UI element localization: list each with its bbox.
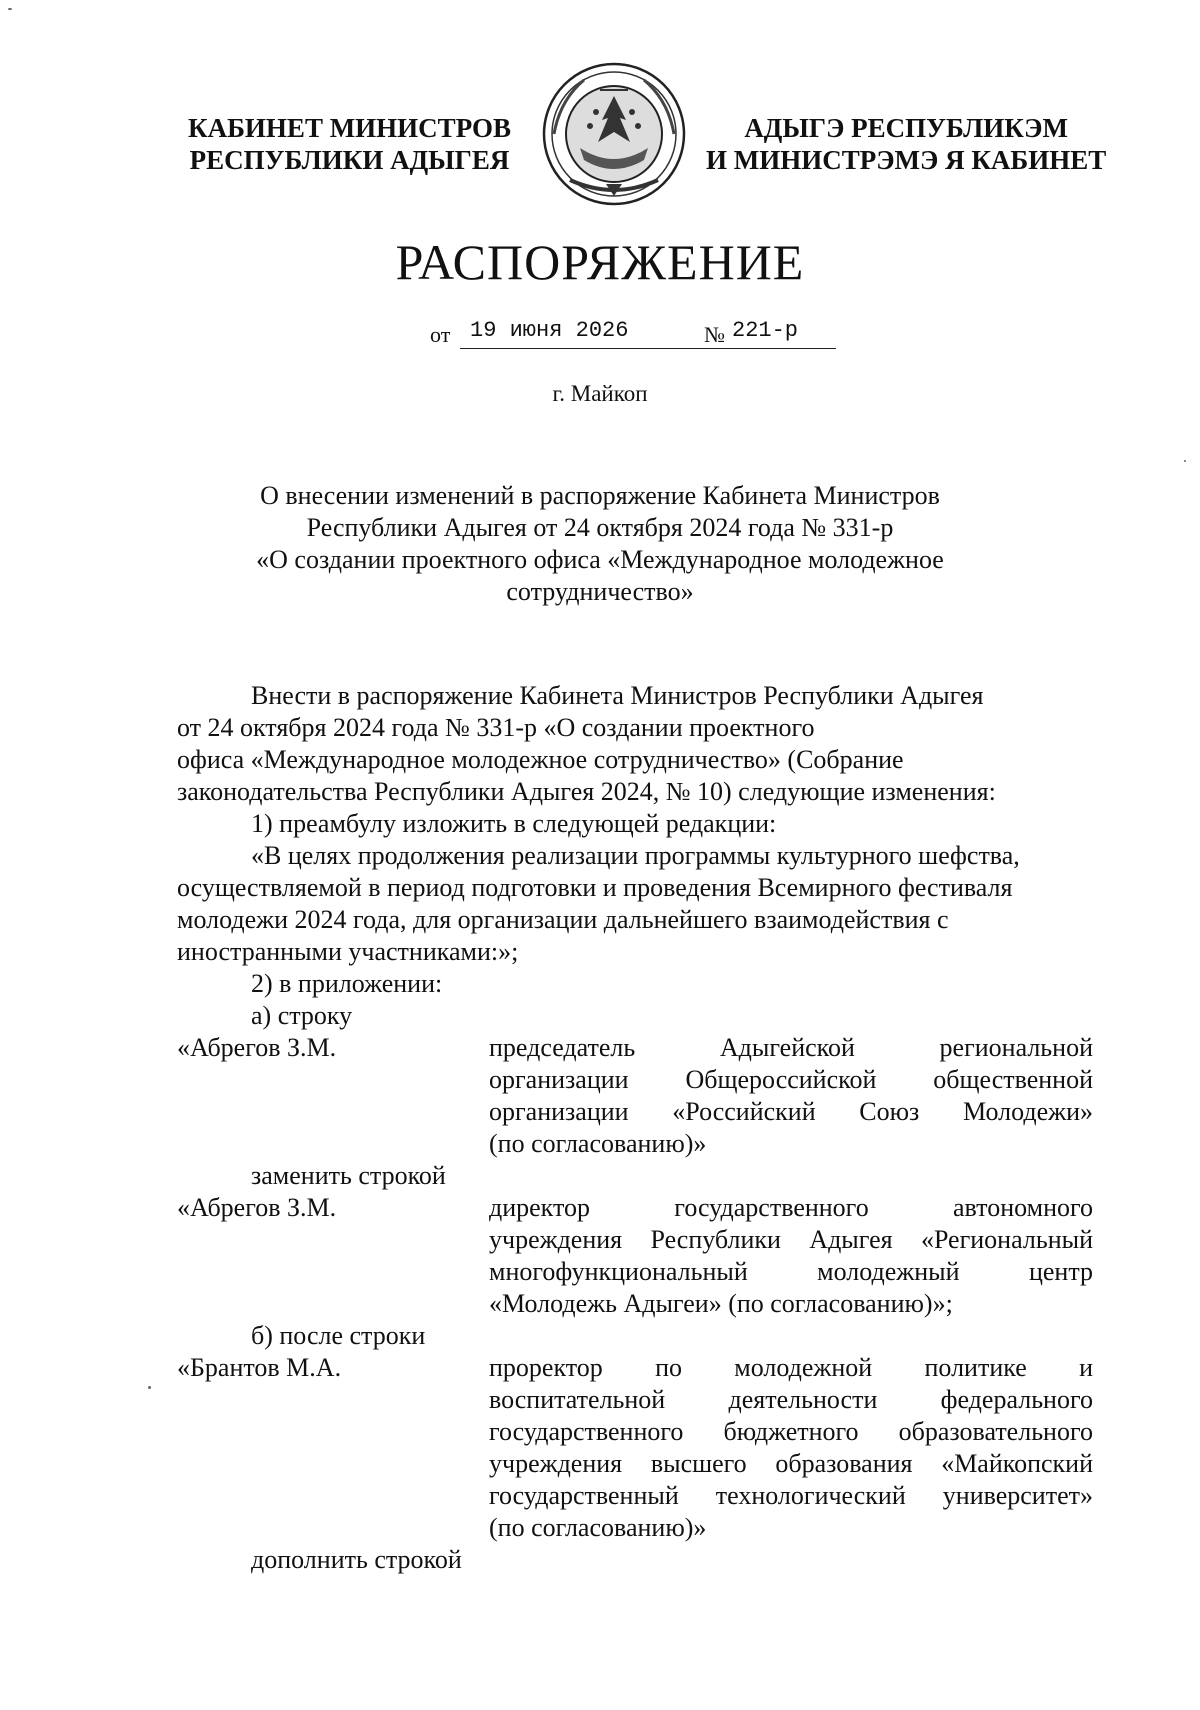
- desc-line: проректор по молодежной политике и: [489, 1353, 1093, 1382]
- desc-line: организации «Российский Союз Молодежи»: [489, 1097, 1093, 1126]
- replace-label: заменить строкой: [251, 1161, 446, 1190]
- desc-line: организации Общероссийской общественной: [489, 1065, 1093, 1094]
- subject-line: сотрудничество»: [506, 577, 694, 606]
- body-line: офиса «Международное молодежное сотрудничество» (Собрание: [177, 745, 904, 774]
- body-line: от 24 октября 2024 года № 331-р «О создании проектного: [177, 713, 815, 742]
- desc-line: директор государственного автономного: [489, 1193, 1093, 1222]
- quote-line: «В целях продолжения реализации программы культурного шефства,: [251, 841, 1020, 870]
- desc-line: учреждения Республики Адыгея «Региональный: [489, 1225, 1093, 1254]
- member-row-new: [177, 1192, 1093, 1320]
- date-value: 19 июня 2026: [460, 318, 732, 349]
- desc-line: государственного бюджетного образовательного: [489, 1417, 1093, 1446]
- header-left: [188, 112, 511, 176]
- scan-speck: [148, 1386, 151, 1389]
- quote-line: иностранными участниками:»;: [177, 937, 519, 966]
- desc-line: воспитательной деятельности федерального: [489, 1385, 1093, 1414]
- member-description: [489, 1352, 1093, 1544]
- desc-line: «Молодежь Адыгеи» (по согласованию)»;: [489, 1289, 953, 1318]
- header-right-line2: И МИНИСТРЭМЭ Я КАБИНЕТ: [706, 145, 1107, 175]
- scan-speck: [8, 8, 12, 10]
- coat-of-arms-emblem: [540, 60, 688, 208]
- item-2b: б) после строки: [251, 1321, 426, 1350]
- subject-line: «О создании проектного офиса «Международное молодежное: [256, 545, 944, 574]
- quote-line: осуществляемой в период подготовки и проведения Всемирного фестиваля: [177, 873, 1013, 902]
- scan-speck: [1184, 460, 1186, 462]
- desc-line: государственный технологический университет»: [489, 1481, 1093, 1510]
- member-name: «Абрегов З.М.: [177, 1033, 337, 1062]
- header-left-line2: РЕСПУБЛИКИ АДЫГЕЯ: [189, 145, 510, 175]
- document-subject: [180, 480, 1020, 608]
- document-title: РАСПОРЯЖЕНИЕ: [395, 234, 805, 290]
- member-row-old: [177, 1032, 1093, 1160]
- member-description: [489, 1192, 1093, 1320]
- header-left-line1: КАБИНЕТ МИНИСТРОВ: [188, 113, 512, 143]
- member-name: «Брантов М.А.: [177, 1353, 342, 1382]
- number-prefix: №: [704, 322, 725, 347]
- desc-line: учреждения высшего образования «Майкопский: [489, 1449, 1093, 1478]
- member-name: «Абрегов З.М.: [177, 1193, 337, 1222]
- header-right: [706, 112, 1106, 176]
- subject-line: О внесении изменений в распоряжение Кабинета Министров: [260, 481, 940, 510]
- desc-line: многофункциональный молодежный центр: [489, 1257, 1093, 1286]
- date-prefix: от: [430, 322, 451, 347]
- member-description: [489, 1032, 1093, 1160]
- add-label: дополнить строкой: [251, 1545, 462, 1574]
- body-line: законодательства Республики Адыгея 2024, № 10) следующие изменения:: [177, 777, 996, 806]
- item-1: 1) преамбулу изложить в следующей редакции:: [251, 809, 777, 838]
- quote-line: молодежи 2024 года, для организации дальнейшего взаимодействия с: [177, 905, 949, 934]
- document-body: [177, 680, 1093, 1576]
- header-right-line1: АДЫГЭ РЕСПУБЛИКЭМ: [744, 113, 1068, 143]
- item-2a: а) строку: [251, 1001, 353, 1030]
- body-line: Внести в распоряжение Кабинета Министров Республики Адыгея: [251, 681, 984, 710]
- item-2: 2) в приложении:: [251, 969, 443, 998]
- desc-line: (по согласованию)»: [489, 1129, 707, 1158]
- desc-line: (по согласованию)»: [489, 1513, 707, 1542]
- city: г. Майкоп: [552, 381, 648, 406]
- desc-line: председатель Адыгейской региональной: [489, 1033, 1093, 1062]
- subject-line: Республики Адыгея от 24 октября 2024 года № 331-р: [306, 513, 894, 542]
- number-value: 221-р: [732, 318, 836, 349]
- member-row-after: [177, 1352, 1093, 1544]
